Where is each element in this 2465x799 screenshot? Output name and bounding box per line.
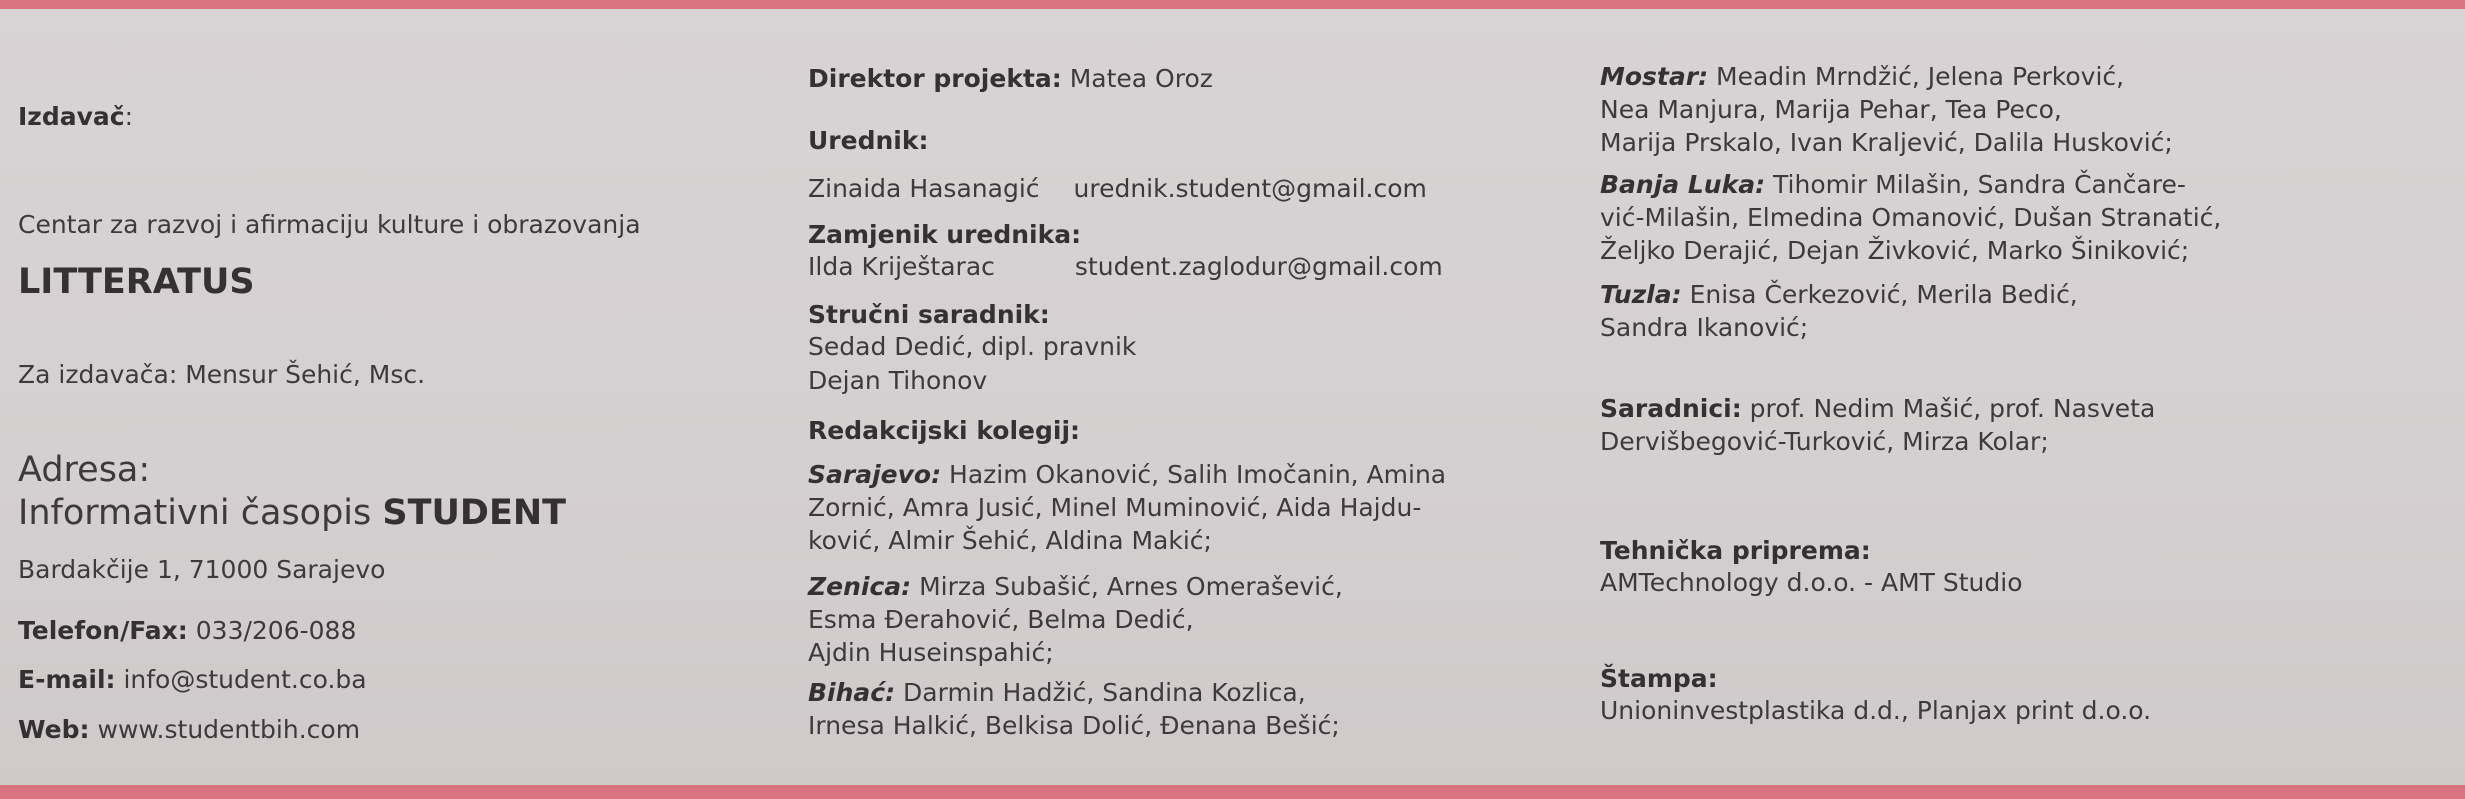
banjaluka-block xyxy=(1600,168,2440,267)
project-director-value: Matea Oroz xyxy=(1061,64,1213,93)
email-line xyxy=(18,663,367,697)
bihac-label: Bihać: xyxy=(808,678,896,707)
banjaluka-line-1: Tihomir Milašin, Sandra Čančare- xyxy=(1765,170,2186,199)
mostar-line-3: Marija Prskalo, Ivan Kraljević, Dalila Husković; xyxy=(1600,128,2173,157)
phone-label: Telefon/Fax: xyxy=(18,616,188,645)
web-link[interactable]: www.studentbih.com xyxy=(89,715,361,744)
mostar-label: Mostar: xyxy=(1600,62,1709,91)
expert-associate-label: Stručni saradnik: xyxy=(808,300,1050,329)
tuzla-line-1: Enisa Čerkezović, Merila Bedić, xyxy=(1681,280,2078,309)
banjaluka-line-3: Željko Derajić, Dejan Živković, Marko Šiniković; xyxy=(1600,236,2190,265)
zenica-label: Zenica: xyxy=(808,572,912,601)
editor-label: Urednik: xyxy=(808,126,929,155)
tuzla-block xyxy=(1600,278,2440,344)
editorial-board-label: Redakcijski kolegij: xyxy=(808,416,1081,445)
tuzla-label: Tuzla: xyxy=(1600,280,1682,309)
technical-prep-value: AMTechnology d.o.o. - AMT Studio xyxy=(1600,568,2023,597)
bihac-block xyxy=(808,676,1568,742)
associates-block xyxy=(1600,392,2440,458)
zenica-line-3: Ajdin Huseinspahić; xyxy=(808,638,1054,667)
expert-associate-1: Sedad Dedić, dipl. pravnik xyxy=(808,332,1137,361)
zenica-block xyxy=(808,570,1568,669)
sarajevo-line-2: Zornić, Amra Jusić, Minel Muminović, Aida Hajdu- xyxy=(808,493,1422,522)
sarajevo-line-1: Hazim Okanović, Salih Imočanin, Amina xyxy=(941,460,1447,489)
project-director-label: Direktor projekta: xyxy=(808,64,1062,93)
street-address: Bardakčije 1, 71000 Sarajevo xyxy=(18,555,386,584)
banjaluka-line-2: vić-Milašin, Elmedina Omanović, Dušan Stranatić, xyxy=(1600,203,2222,232)
publisher-label: Izdavač xyxy=(18,102,125,131)
mostar-line-2: Nea Manjura, Marija Pehar, Tea Peco, xyxy=(1600,95,2062,124)
project-director xyxy=(808,62,1213,96)
for-publisher: Za izdavača: Mensur Šehić, Msc. xyxy=(18,360,426,389)
banjaluka-label: Banja Luka: xyxy=(1600,170,1766,199)
web-line xyxy=(18,713,360,747)
mostar-block xyxy=(1600,60,2440,159)
deputy-editor-name: Ilda Kriještarac xyxy=(808,252,995,281)
magazine-title xyxy=(18,491,566,535)
publisher-heading xyxy=(18,100,133,134)
magazine-prefix: Informativni časopis xyxy=(18,493,383,533)
zenica-line-2: Esma Đerahović, Belma Dedić, xyxy=(808,605,1194,634)
email-link[interactable]: info@student.co.ba xyxy=(115,665,367,694)
deputy-editor-label: Zamjenik urednika: xyxy=(808,220,1082,249)
editor-email[interactable]: urednik.student@gmail.com xyxy=(1073,174,1427,203)
sarajevo-line-3: ković, Almir Šehić, Aldina Makić; xyxy=(808,526,1212,555)
phone-line xyxy=(18,614,356,648)
mostar-line-1: Meadin Mrndžić, Jelena Perković, xyxy=(1708,62,2125,91)
zenica-line-1: Mirza Subašić, Arnes Omerašević, xyxy=(911,572,1343,601)
editor-name: Zinaida Hasanagić xyxy=(808,174,1040,203)
phone-value: 033/206-088 xyxy=(187,616,357,645)
magazine-name: STUDENT xyxy=(382,493,567,533)
tuzla-line-2: Sandra Ikanović; xyxy=(1600,313,1809,342)
technical-prep-label: Tehnička priprema: xyxy=(1600,536,1871,565)
deputy-editor-line xyxy=(808,250,1443,284)
expert-associate-2: Dejan Tihonov xyxy=(808,366,988,395)
bihac-line-2: Irnesa Halkić, Belkisa Dolić, Đenana Bešić; xyxy=(808,711,1340,740)
bihac-line-1: Darmin Hadžić, Sandina Kozlica, xyxy=(895,678,1306,707)
top-border xyxy=(0,0,2465,9)
sarajevo-block xyxy=(808,458,1568,557)
publisher-organization: Centar za razvoj i afirmaciju kulture i obrazovanja xyxy=(18,210,641,239)
deputy-editor-email[interactable]: student.zaglodur@gmail.com xyxy=(1074,252,1443,281)
associates-line-1: prof. Nedim Mašić, prof. Nasveta xyxy=(1741,394,2156,423)
publisher-colon: : xyxy=(124,102,134,131)
bottom-border xyxy=(0,785,2465,799)
address-heading: Adresa: xyxy=(18,450,151,490)
printing-label: Štampa: xyxy=(1600,664,1718,693)
associates-line-2: Dervišbegović-Turković, Mirza Kolar; xyxy=(1600,427,2049,456)
editor-line xyxy=(808,172,1427,206)
publisher-name: LITTERATUS xyxy=(18,262,255,302)
printing-value: Unioninvestplastika d.d., Planjax print d.o.o. xyxy=(1600,696,2152,725)
email-label: E-mail: xyxy=(18,665,116,694)
web-label: Web: xyxy=(18,715,90,744)
associates-label: Saradnici: xyxy=(1600,394,1742,423)
sarajevo-label: Sarajevo: xyxy=(808,460,942,489)
